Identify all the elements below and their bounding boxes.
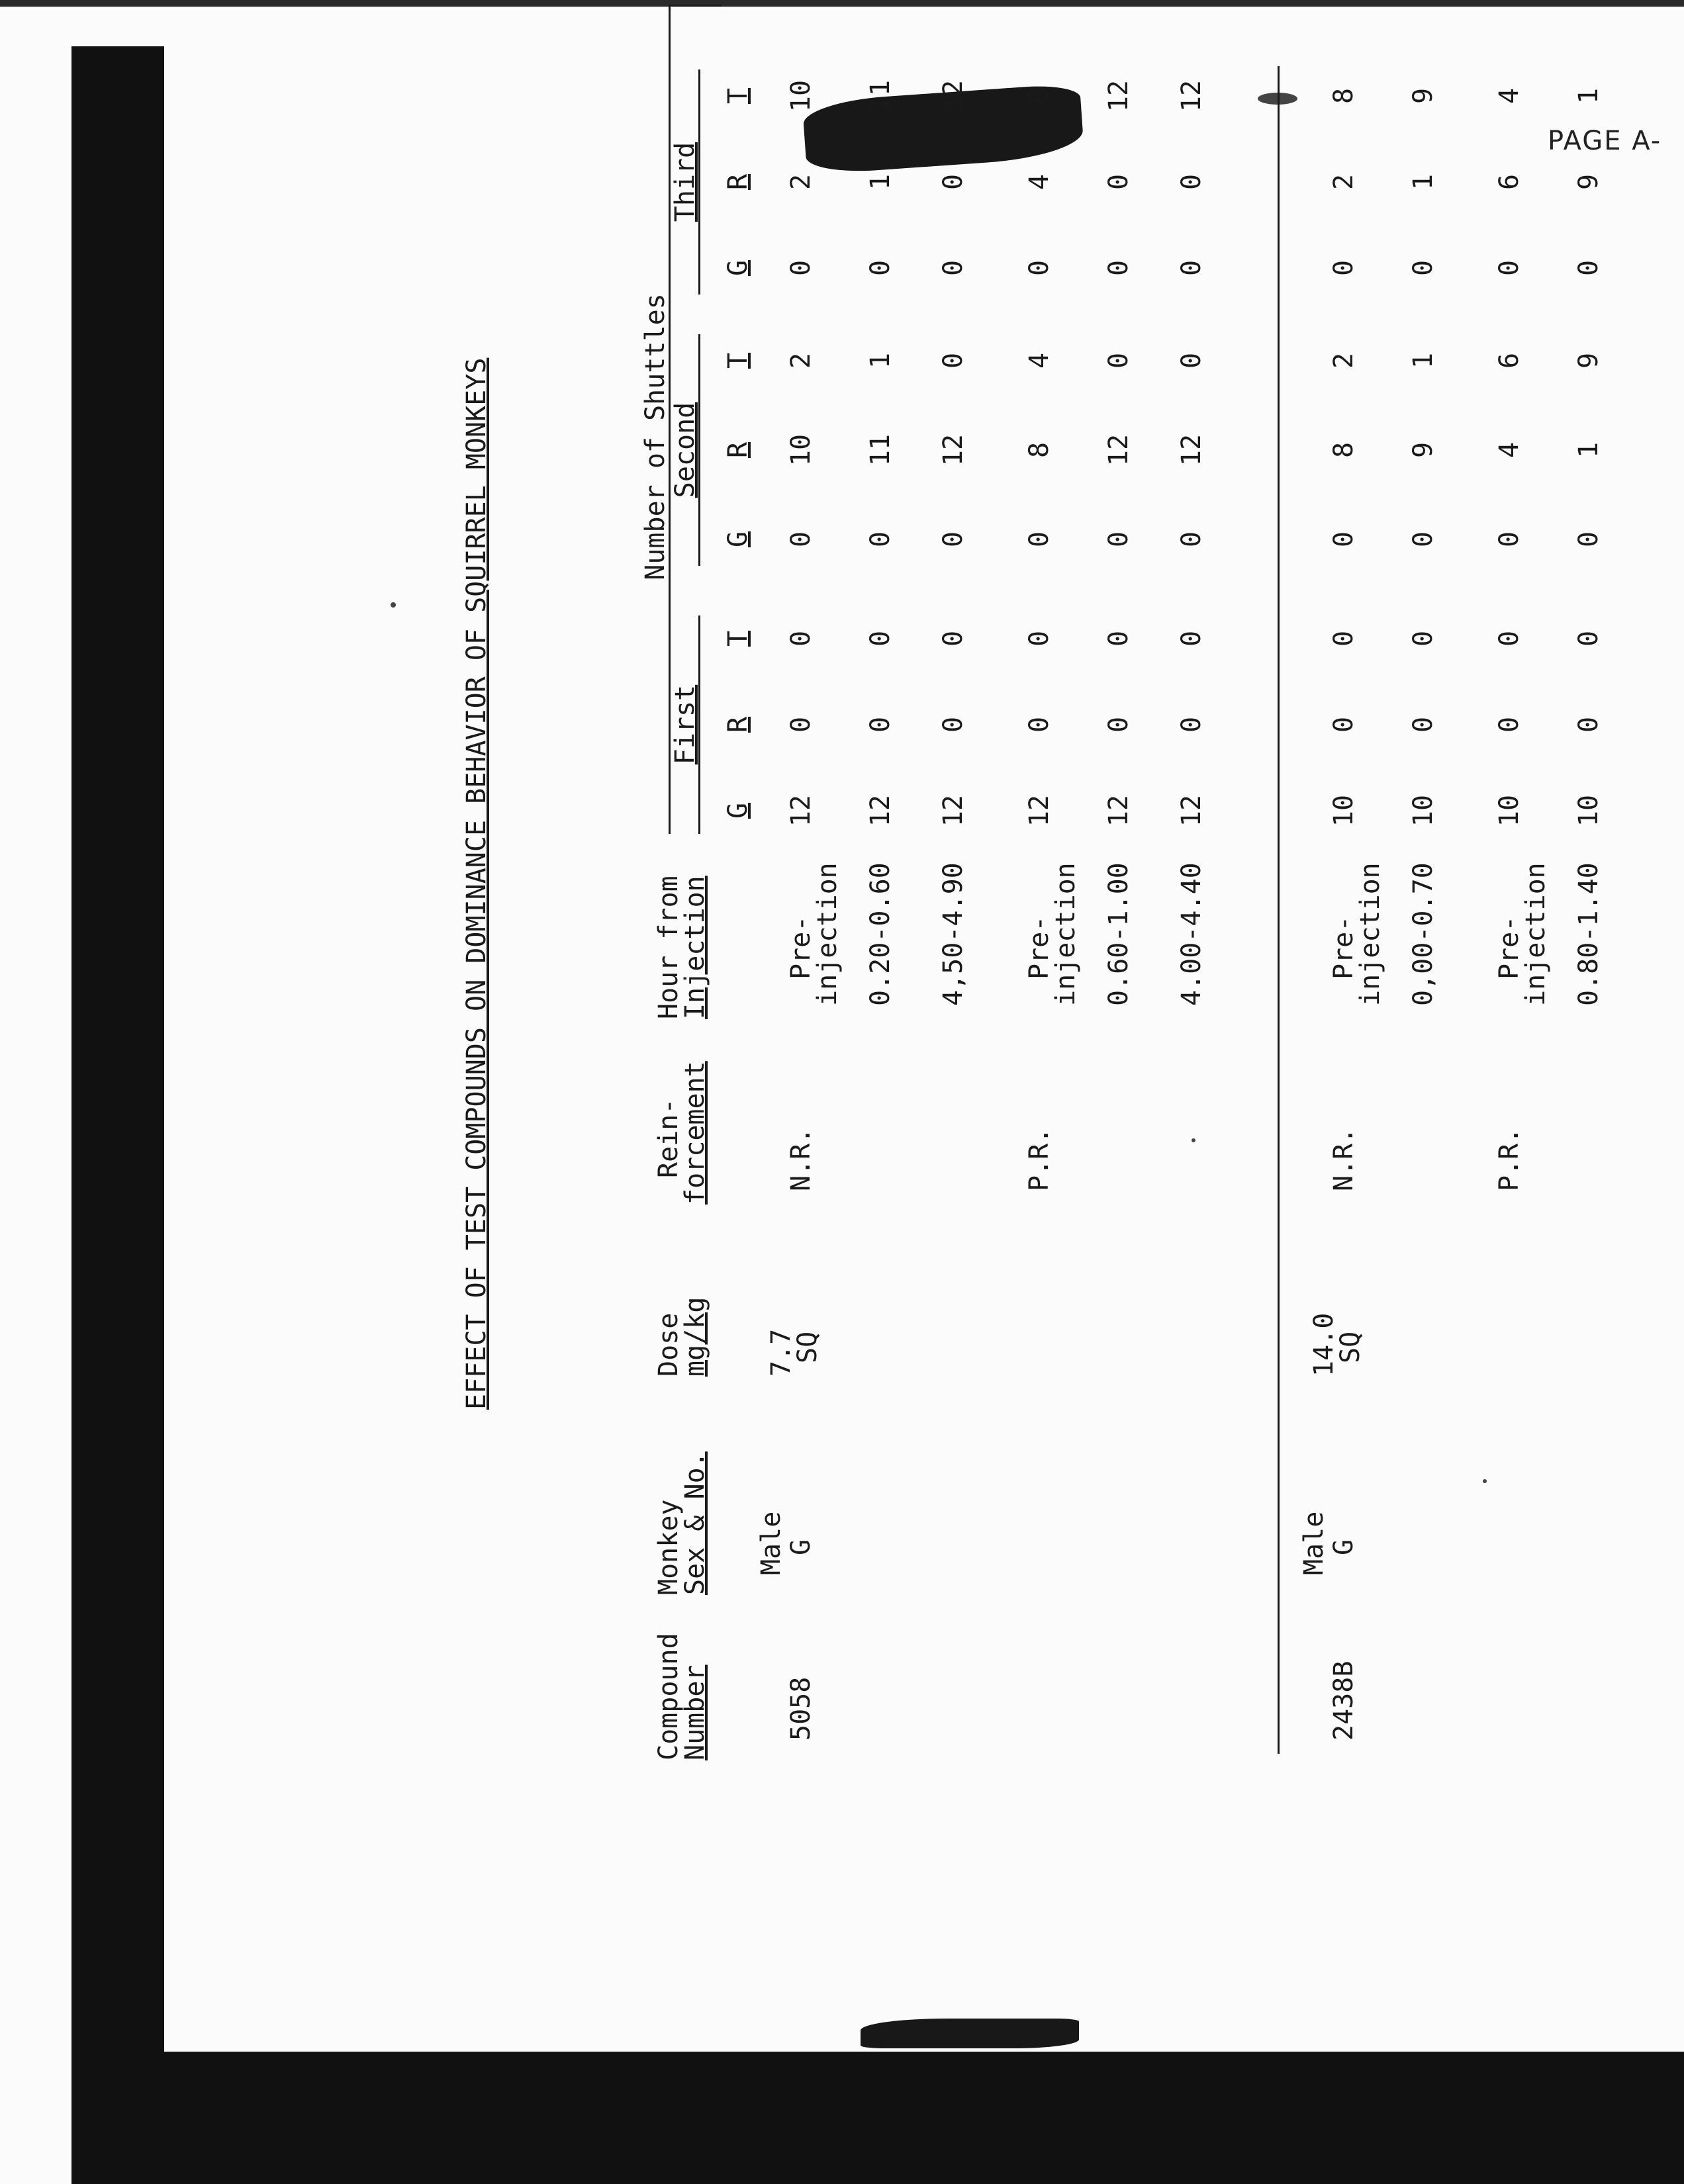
speck: [1192, 1138, 1195, 1142]
shuttle-count-third-t: 11: [865, 79, 896, 113]
shuttle-count-first-r: 0: [1103, 716, 1134, 733]
shuttle-count-third-g: 0: [1494, 259, 1524, 277]
shuttle-count-second-t: 2: [786, 352, 816, 369]
shuttle-count-second-r: 12: [938, 433, 968, 467]
header-hour-line2: Injection: [680, 876, 710, 1019]
shuttle-count-third-t: 10: [786, 79, 816, 113]
compound-number: 5058: [786, 1676, 816, 1741]
shuttle-count-second-r: 4: [1494, 441, 1524, 459]
shuttle-count-third-g: 0: [865, 259, 896, 277]
shuttle-count-first-g: 10: [1573, 794, 1604, 827]
shuttle-count-second-g: 0: [1494, 531, 1524, 548]
header-hour-line1: Hour from: [653, 876, 684, 1019]
hour-cell-line1: Pre-: [1024, 915, 1054, 979]
hour-cell-line2: injection: [1051, 862, 1081, 1006]
shuttle-count-second-g: 0: [1024, 531, 1054, 548]
hour-cell: 0.20-0.60: [865, 862, 896, 1006]
shuttle-count-third-t: 8: [1024, 87, 1054, 105]
header-period-second: Second: [670, 402, 700, 498]
rule-third: [698, 69, 700, 295]
compound-number: 2438B: [1329, 1661, 1359, 1741]
shuttle-count-third-g: 0: [1103, 259, 1134, 277]
shuttle-count-third-g: 0: [1329, 259, 1359, 277]
shuttle-count-second-g: 0: [938, 531, 968, 548]
shuttle-count-second-r: 1: [1573, 441, 1604, 459]
shuttle-count-first-t: 0: [1176, 630, 1207, 647]
shuttle-count-second-t: 0: [1176, 352, 1207, 369]
shuttle-count-third-r: 6: [1494, 173, 1524, 191]
shuttle-count-second-r: 8: [1329, 441, 1359, 459]
subheader-g: G: [723, 802, 753, 819]
shuttle-count-first-t: 0: [1573, 630, 1604, 647]
shuttle-count-third-r: 0: [938, 173, 968, 191]
monkey-sex: Male: [1299, 1511, 1329, 1575]
reinforcement-cell: N.R.: [1329, 1127, 1359, 1191]
shuttle-count-first-r: 0: [1494, 716, 1524, 733]
shuttle-count-first-g: 12: [865, 794, 896, 827]
shuttle-count-first-g: 12: [786, 794, 816, 827]
monkey-sex: Male: [756, 1511, 786, 1575]
shuttle-count-first-t: 0: [938, 630, 968, 647]
dose-value: 14.0: [1309, 1312, 1339, 1377]
subheader-r: R: [723, 441, 753, 459]
shuttle-count-second-g: 0: [865, 531, 896, 548]
hour-cell-line1: Pre-: [786, 915, 816, 979]
scan-bottom-shadow: [71, 2052, 1684, 2184]
hour-cell: 4,50-4.90: [938, 862, 968, 1006]
shuttle-count-first-g: 10: [1329, 794, 1359, 827]
speck: [1483, 1479, 1487, 1483]
shuttle-count-second-t: 2: [1329, 352, 1359, 369]
shuttle-count-first-t: 0: [1329, 630, 1359, 647]
shuttle-count-second-g: 0: [1103, 531, 1134, 548]
shuttle-count-third-g: 0: [1024, 259, 1054, 277]
hour-cell: 0.60-1.00: [1103, 862, 1134, 1006]
header-dose-line1: Dose: [653, 1312, 684, 1377]
shuttle-count-first-g: 10: [1494, 794, 1524, 827]
shuttle-count-third-t: 4: [1494, 87, 1524, 105]
hour-cell-line1: Pre-: [1329, 915, 1359, 979]
hour-cell-line1: Pre-: [1494, 915, 1524, 979]
hour-cell: 4.00-4.40: [1176, 862, 1207, 1006]
table-title: EFFECT OF TEST COMPOUNDS ON DOMINANCE BEHAVIOR OF SQUIRREL MONKEYS: [461, 357, 492, 1410]
shuttle-count-third-r: 9: [1573, 173, 1604, 191]
shuttle-count-second-t: 4: [1024, 352, 1054, 369]
shuttle-count-third-t: 9: [1408, 87, 1438, 105]
header-reinforcement-line2: forcement: [680, 1061, 710, 1205]
page-label: PAGE A-: [1548, 126, 1662, 156]
reinforcement-cell: P.R.: [1494, 1127, 1524, 1191]
shuttle-count-first-g: 12: [1176, 794, 1207, 827]
shuttle-count-third-r: 0: [1103, 173, 1134, 191]
hour-cell-line2: injection: [1520, 862, 1551, 1006]
shuttle-count-third-t: 12: [1176, 79, 1207, 113]
shuttle-count-third-r: 4: [1024, 173, 1054, 191]
shuttle-count-first-r: 0: [938, 716, 968, 733]
reinforcement-cell: P.R.: [1024, 1127, 1054, 1191]
group-divider: [1278, 66, 1280, 1754]
shuttle-count-third-r: 0: [1176, 173, 1207, 191]
shuttle-count-first-t: 0: [1024, 630, 1054, 647]
rule-first: [698, 615, 700, 834]
subheader-g: G: [723, 531, 753, 548]
redaction-mark-bottom: [861, 2019, 1079, 2048]
shuttle-count-third-t: 1: [1573, 87, 1604, 105]
dose-route: SQ: [1335, 1331, 1366, 1363]
hour-cell-line2: injection: [1355, 862, 1385, 1006]
shuttle-count-second-r: 10: [786, 433, 816, 467]
shuttle-count-first-t: 0: [865, 630, 896, 647]
header-compound-line2: Number: [680, 1664, 710, 1760]
shuttle-count-second-g: 0: [1329, 531, 1359, 548]
shuttle-count-third-g: 0: [1573, 259, 1604, 277]
shuttle-count-first-r: 0: [865, 716, 896, 733]
shuttle-count-first-g: 12: [938, 794, 968, 827]
shuttle-count-second-g: 0: [1176, 531, 1207, 548]
shuttle-count-third-r: 2: [786, 173, 816, 191]
subheader-t: T: [723, 87, 753, 105]
shuttle-count-third-t: 8: [1329, 87, 1359, 105]
shuttle-count-second-r: 11: [865, 433, 896, 467]
shuttle-count-first-r: 0: [1408, 716, 1438, 733]
subheader-t: T: [723, 352, 753, 369]
shuttle-count-third-r: 1: [865, 173, 896, 191]
shuttle-count-first-g: 10: [1408, 794, 1438, 827]
subheader-g: G: [723, 259, 753, 277]
subheader-r: R: [723, 716, 753, 733]
shuttle-count-third-g: 0: [938, 259, 968, 277]
shuttle-count-first-r: 0: [1024, 716, 1054, 733]
header-reinforcement-line1: Rein-: [653, 1098, 684, 1178]
dose-route: SQ: [792, 1331, 823, 1363]
shuttle-count-third-g: 0: [1176, 259, 1207, 277]
header-period-first: First: [670, 684, 700, 765]
shuttle-count-second-r: 9: [1408, 441, 1438, 459]
header-compound-line1: Compound: [653, 1633, 684, 1760]
shuttle-count-first-g: 12: [1103, 794, 1134, 827]
shuttle-count-third-t: 12: [938, 79, 968, 113]
monkey-id: G: [1329, 1539, 1359, 1555]
shuttle-count-first-t: 0: [1494, 630, 1524, 647]
shuttle-count-first-t: 0: [786, 630, 816, 647]
subheader-t: T: [723, 630, 753, 647]
shuttle-count-second-r: 12: [1103, 433, 1134, 467]
shuttle-count-third-r: 2: [1329, 173, 1359, 191]
shuttle-count-first-g: 12: [1024, 794, 1054, 827]
rule-second: [698, 334, 700, 566]
reinforcement-cell: N.R.: [786, 1127, 816, 1191]
shuttle-count-second-t: 0: [938, 352, 968, 369]
shuttle-count-second-g: 0: [786, 531, 816, 548]
shuttle-count-second-t: 9: [1573, 352, 1604, 369]
shuttle-count-third-r: 1: [1408, 173, 1438, 191]
shuttle-count-first-r: 0: [786, 716, 816, 733]
shuttle-count-first-r: 0: [1329, 716, 1359, 733]
shuttle-count-first-r: 0: [1176, 716, 1207, 733]
hour-cell: 0.80-1.40: [1573, 862, 1604, 1006]
shuttle-count-second-g: 0: [1408, 531, 1438, 548]
shuttle-count-second-r: 8: [1024, 441, 1054, 459]
header-monkey-line2: Sex & No.: [680, 1451, 710, 1595]
shuttle-count-first-r: 0: [1573, 716, 1604, 733]
shuttle-count-third-g: 0: [1408, 259, 1438, 277]
header-period-third: Third: [670, 142, 700, 222]
header-monkey-line1: Monkey: [653, 1499, 684, 1595]
hour-cell: 0,00-0.70: [1408, 862, 1438, 1006]
shuttle-count-first-t: 0: [1103, 630, 1134, 647]
monkey-id: G: [786, 1539, 816, 1555]
header-number-of-shuttles: Number of Shuttles: [640, 293, 671, 580]
shuttle-count-third-g: 0: [786, 259, 816, 277]
shuttle-count-first-t: 0: [1408, 630, 1438, 647]
shuttle-count-second-t: 0: [1103, 352, 1134, 369]
shuttle-count-second-g: 0: [1573, 531, 1604, 548]
shuttle-count-second-t: 1: [865, 352, 896, 369]
shuttle-count-second-r: 12: [1176, 433, 1207, 467]
header-dose-line2: mg/kg: [680, 1297, 710, 1377]
rule-table-right: [669, 5, 722, 7]
shuttle-count-second-t: 6: [1494, 352, 1524, 369]
subheader-r: R: [723, 173, 753, 191]
dose-value: 7.7: [766, 1328, 796, 1377]
hour-cell-line2: injection: [812, 862, 843, 1006]
shuttle-count-second-t: 1: [1408, 352, 1438, 369]
rule-table-top: [669, 7, 671, 834]
shuttle-count-third-t: 12: [1103, 79, 1134, 113]
